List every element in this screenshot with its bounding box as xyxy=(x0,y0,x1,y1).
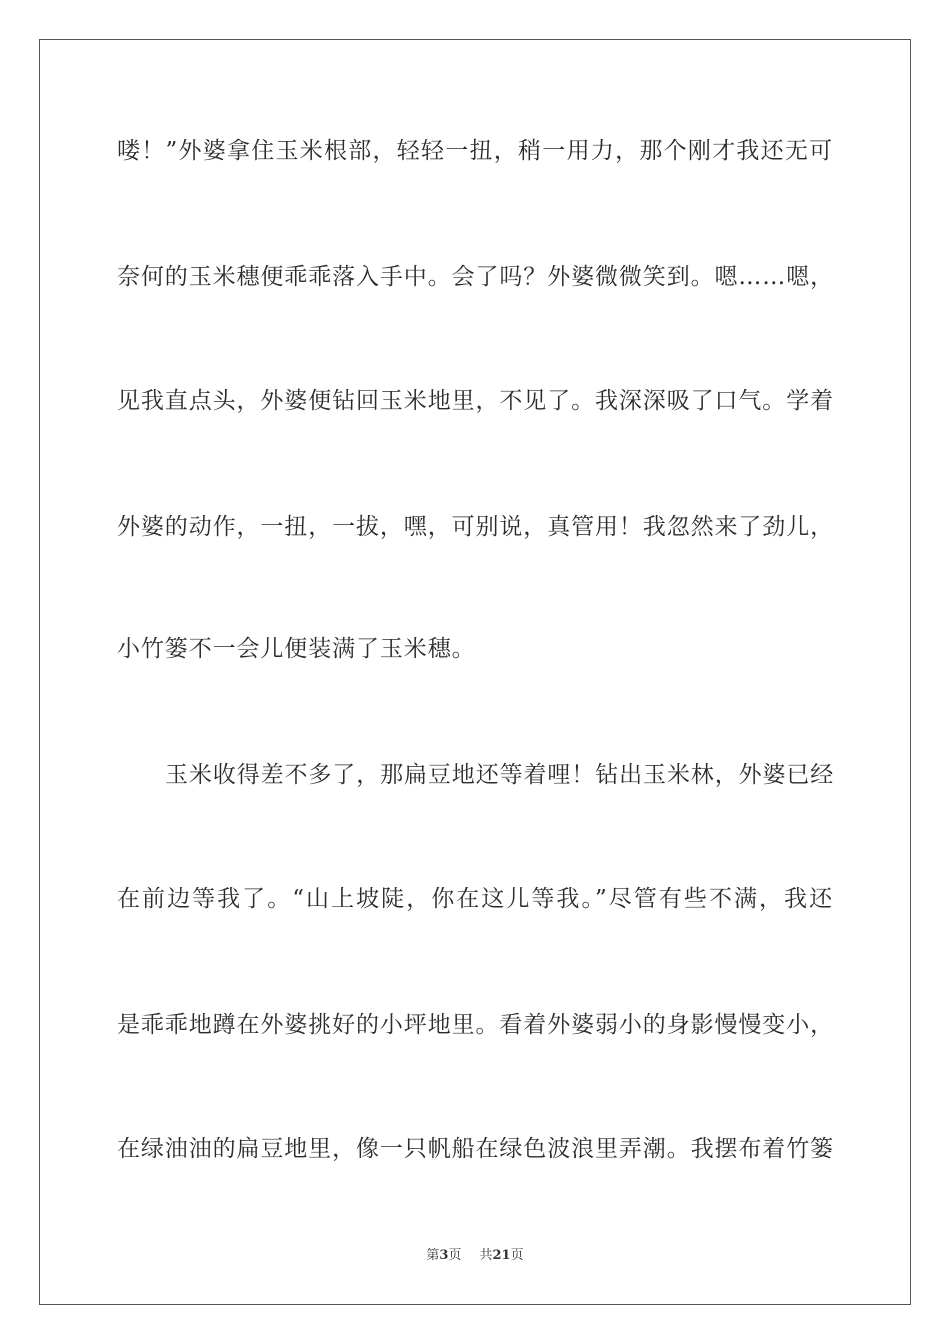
body-text-line-paragraph-start: 玉米收得差不多了，那扁豆地还等着哩！钻出玉米林，外婆已经 xyxy=(165,762,835,788)
total-pages-count: 21 xyxy=(492,1248,511,1263)
body-text-line-paragraph-end: 小竹篓不一会儿便装满了玉米穗。 xyxy=(117,636,476,662)
body-text-line: 是乖乖地蹲在外婆挑好的小坪地里。看着外婆弱小的身影慢慢变小， xyxy=(117,1012,834,1038)
page-border xyxy=(39,39,911,1305)
body-text-line: 在绿油油的扁豆地里，像一只帆船在绿色波浪里弄潮。我摆布着竹篓 xyxy=(117,1136,834,1162)
body-text-line: 喽！”外婆拿住玉米根部，轻轻一扭，稍一用力，那个刚才我还无可 xyxy=(117,138,833,164)
body-text-line: 奈何的玉米穗便乖乖落入手中。会了吗？外婆微微笑到。嗯……嗯， xyxy=(117,264,834,290)
page-number-current: 3 xyxy=(439,1248,449,1263)
page-number-suffix: 页 xyxy=(448,1248,462,1263)
page-number-prefix: 第 xyxy=(426,1248,440,1263)
body-text-line: 见我直点头，外婆便钻回玉米地里，不见了。我深深吸了口气。学着 xyxy=(117,388,834,414)
body-text-line: 外婆的动作，一扭，一拔，嘿，可别说，真管用！我忽然来了劲儿， xyxy=(117,514,834,540)
page-footer xyxy=(0,1247,950,1265)
total-pages-suffix: 页 xyxy=(510,1248,524,1263)
total-pages-prefix: 共 xyxy=(479,1248,493,1263)
body-text-line: 在前边等我了。“山上坡陡，你在这儿等我。”尽管有些不满，我还 xyxy=(117,886,833,912)
